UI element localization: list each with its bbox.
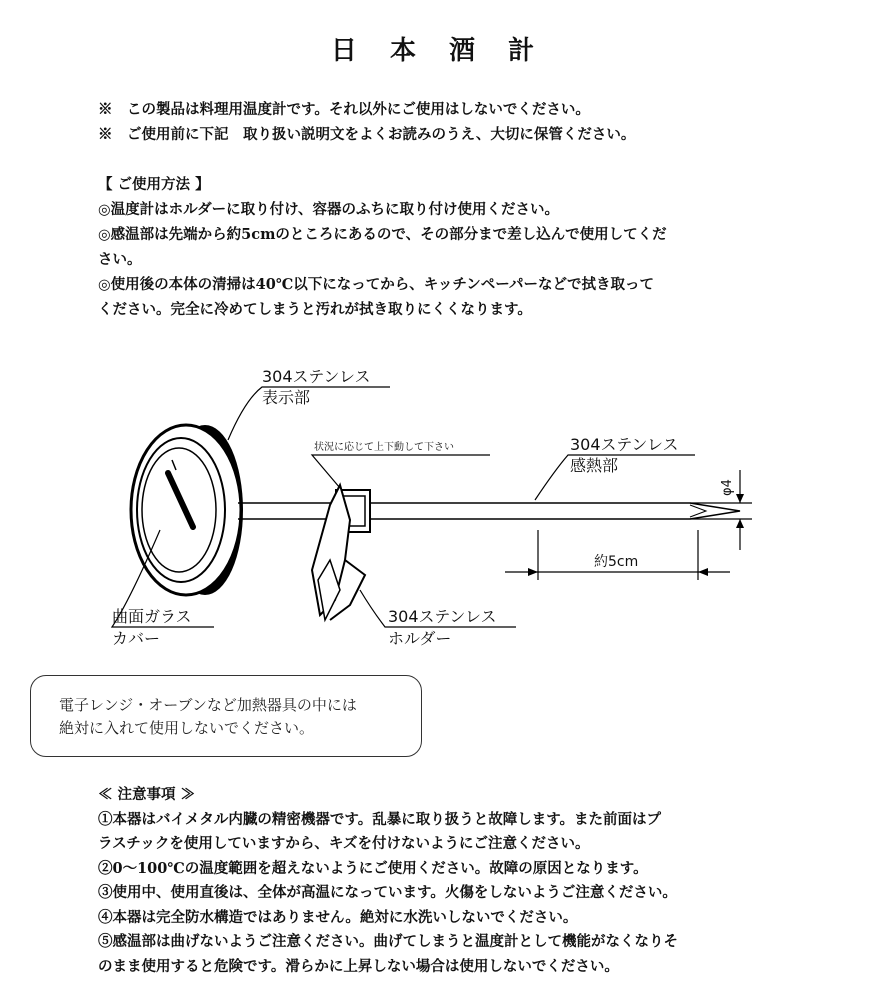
caution-heading: ≪ 注意事項 ≫ bbox=[98, 786, 196, 803]
sensor-stem bbox=[238, 503, 740, 519]
warning-line: 電子レンジ・オーブンなど加熱器具の中には bbox=[59, 696, 357, 714]
diameter-label: φ4 bbox=[720, 479, 735, 496]
caution-line: ④本器は完全防水構造ではありません。絶対に水洗いしないでください。 bbox=[98, 908, 578, 926]
sensor-part-label: 感熱部 bbox=[570, 456, 619, 475]
distance-label: 約5cm bbox=[594, 554, 639, 570]
usage-line: ◎感温部は先端から約5cmのところにあるので、その部分まで差し込んで使用してくだ bbox=[98, 226, 667, 243]
notice-line: ※ この製品は料理用温度計です。それ以外にご使用はしないでください。 bbox=[98, 101, 590, 118]
warning-line: 絶対に入れて使用しないでください。 bbox=[59, 719, 315, 737]
caution-line: ③使用中、使用直後は、全体が高温になっています。火傷をしないようご注意ください。 bbox=[98, 884, 677, 901]
notice-line: ※ ご使用前に下記 取り扱い説明文をよくお読みのうえ、大切に保管ください。 bbox=[98, 126, 636, 143]
notice-section bbox=[98, 97, 635, 147]
adjust-note-label: 状況に応じて上下動して下さい bbox=[314, 442, 454, 453]
usage-line: ◎使用後の本体の清掃は40℃以下になってから、キッチンペーパーなどで拭き取って bbox=[98, 276, 654, 293]
microwave-warning-box bbox=[30, 675, 422, 757]
caution-section bbox=[98, 783, 778, 979]
glass-part-label: カバー bbox=[112, 629, 161, 648]
usage-heading: 【 ご使用方法 】 bbox=[98, 176, 210, 193]
caution-line: ラスチックを使用していますから、キズを付けないようにご注意ください。 bbox=[98, 835, 590, 852]
holder-clip bbox=[312, 485, 370, 620]
holder-material-label: 304ステンレス bbox=[388, 607, 497, 626]
usage-section bbox=[98, 172, 788, 322]
dial-housing bbox=[131, 425, 243, 595]
caution-line: ⑤感温部は曲げないようご注意ください。曲げてしまうと温度計として機能がなくなりそ bbox=[98, 933, 678, 950]
sensor-material-label: 304ステンレス bbox=[570, 435, 679, 454]
caution-line: ②0～100℃の温度範囲を超えないようにご使用ください。故障の原因となります。 bbox=[98, 859, 648, 877]
holder-part-label: ホルダー bbox=[388, 629, 452, 648]
usage-line: ◎温度計はホルダーに取り付け、容器のふちに取り付け使用ください。 bbox=[98, 201, 559, 218]
page-title: 日 本 酒 計 bbox=[330, 36, 547, 66]
display-material-label: 304ステンレス bbox=[262, 367, 371, 386]
thermometer-diagram bbox=[0, 340, 877, 660]
glass-material-label: 曲面ガラス bbox=[112, 607, 192, 626]
usage-line: ください。完全に冷めてしまうと汚れが拭き取りにくくなります。 bbox=[98, 301, 532, 318]
usage-line: さい。 bbox=[98, 251, 142, 268]
display-part-label: 表示部 bbox=[262, 388, 311, 407]
caution-line: ①本器はバイメタル内臓の精密機器です。乱暴に取り扱うと故障します。また前面はプ bbox=[98, 810, 662, 828]
caution-line: のまま使用すると危険です。滑らかに上昇しない場合は使用しないでください。 bbox=[98, 957, 619, 975]
